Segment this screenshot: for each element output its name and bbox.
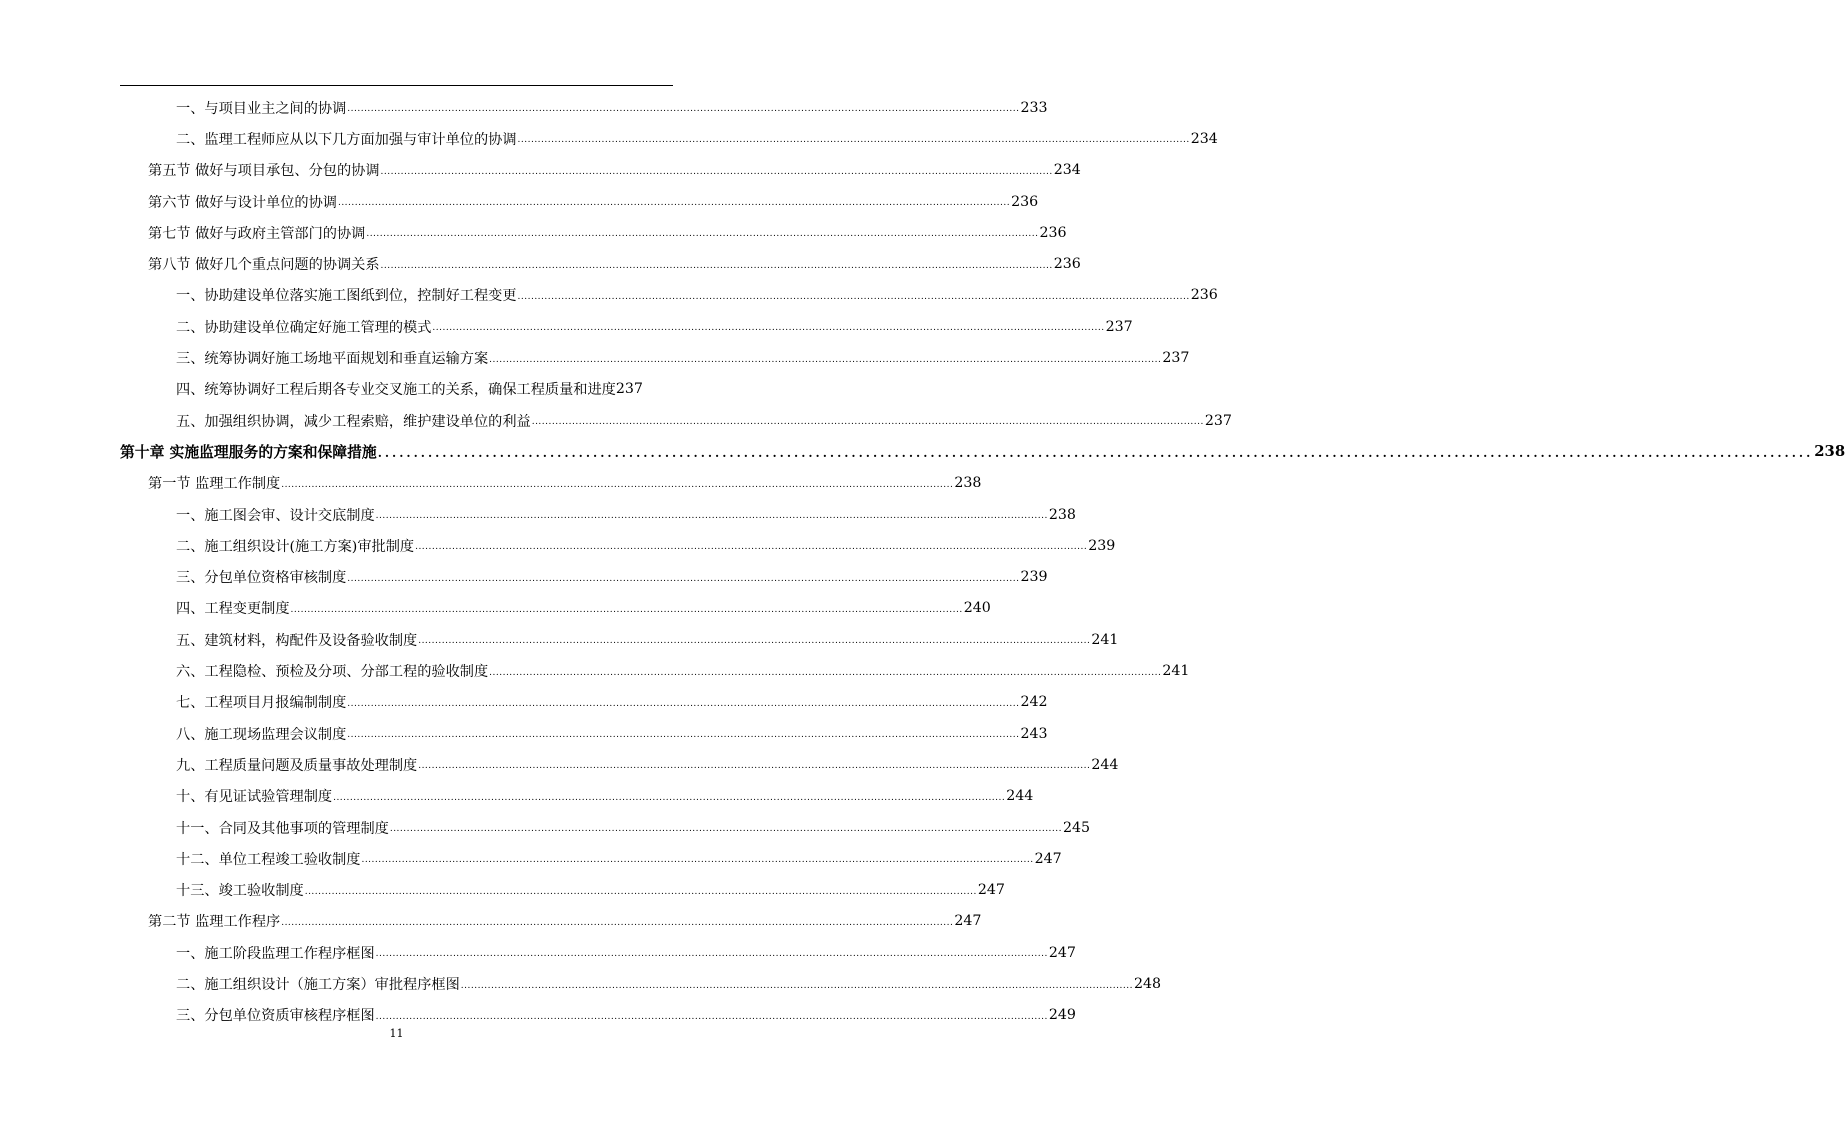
toc-entry-title: 二、施工组织设计（施工方案）审批程序框图 <box>176 977 460 994</box>
toc-entry-title: 三、分包单位资质审核程序框图 <box>176 1008 375 1025</box>
toc-dot-leader: ........................................................................................................................................................................................................ <box>489 667 1162 678</box>
toc-entry-title: 三、统筹协调好施工场地平面规划和垂直运输方案 <box>176 351 489 368</box>
toc-subsection-entry[interactable] <box>176 718 1048 749</box>
toc-entry-title: 十一、合同及其他事项的管理制度 <box>176 820 389 837</box>
toc-entry-page: 248 <box>1133 976 1162 993</box>
toc-dot-leader: ........................................................................................................................................................................................................ <box>418 636 1091 647</box>
toc-dot-leader: ........................................................................................................................................................................................................ <box>347 698 1020 709</box>
toc-entry-title: 八、施工现场监理会议制度 <box>176 726 347 743</box>
toc-subsection-entry[interactable] <box>176 123 1218 154</box>
toc-section-entry[interactable] <box>148 468 982 499</box>
toc-entry-page: 247 <box>954 913 982 930</box>
toc-subsection-entry[interactable] <box>176 499 1076 530</box>
toc-entry-title: 四、工程变更制度 <box>176 601 290 618</box>
toc-subsection-entry[interactable] <box>176 92 1048 123</box>
toc-entry-title: 四、统筹协调好工程后期各专业交叉施工的关系，确保工程质量和进度 <box>176 382 616 399</box>
toc-dot-leader: ........................................................................................................................................................................................................ <box>531 417 1204 428</box>
toc-entry-page: 244 <box>1006 788 1034 805</box>
toc-dot-leader: ........................................................................................................................................................................................................ <box>304 886 977 897</box>
toc-subsection-entry[interactable] <box>176 624 1119 655</box>
toc-entry-title: 七、工程项目月报编制制度 <box>176 695 347 712</box>
toc-dot-leader: ........................................................................................................................................................................................................ <box>489 354 1162 365</box>
toc-dot-leader: ........................................................................................................................................................................................................ <box>460 980 1133 991</box>
toc-entry-title: 一、施工阶段监理工作程序框图 <box>176 945 375 962</box>
toc-entry-page: 233 <box>1020 99 1048 116</box>
toc-entry-title: 二、协助建设单位确定好施工管理的模式 <box>176 319 432 336</box>
toc-entry-page: 234 <box>1053 162 1081 179</box>
toc-entry-page: 237 <box>1162 350 1190 367</box>
toc-subsection-entry[interactable] <box>176 374 672 405</box>
toc-entry-page: 245 <box>1063 819 1091 836</box>
toc-entry-page: 249 <box>1048 1007 1076 1024</box>
toc-dot-leader: ........................................................................................................................................................................................................ <box>375 1011 1048 1022</box>
toc-entry-page: 247 <box>1048 944 1076 961</box>
toc-dot-leader: ........................................................................................................................................................................................................ <box>389 824 1062 835</box>
page-number: 11 <box>389 1027 404 1040</box>
toc-dot-leader: ........................................................................................................................................................................................................ <box>347 730 1020 741</box>
toc-entry-title: 六、工程隐检、预检及分项、分部工程的验收制度 <box>176 664 489 681</box>
toc-dot-leader: ........................................................................................................................................................................................................ <box>281 917 954 928</box>
toc-entry-page: 238 <box>1814 443 1845 461</box>
toc-dot-leader: ........................................................................................................................................................................................................ <box>347 573 1020 584</box>
toc-dot-leader: ........................................................................................................................................................................................................ <box>337 198 1011 209</box>
toc-entry-title: 九、工程质量问题及质量事故处理制度 <box>176 757 418 774</box>
toc-entry-title: 第七节 做好与政府主管部门的协调 <box>148 225 366 242</box>
toc-section-entry[interactable] <box>148 249 1081 280</box>
toc-dot-leader: ........................................................................................................................................................................................................ <box>366 229 1039 240</box>
toc-entry-page: 236 <box>1190 287 1218 304</box>
header-rule <box>120 85 673 86</box>
toc-dot-leader: ........................................................................................................................................................................................................ <box>347 104 1020 115</box>
toc-section-entry[interactable] <box>148 186 1039 217</box>
toc-subsection-entry[interactable] <box>176 405 1232 436</box>
toc-dot-leader: ........................................................................................................................................................................................................ <box>361 855 1034 866</box>
toc-subsection-entry[interactable] <box>176 562 1048 593</box>
toc-entry-title: 第十章 实施监理服务的方案和保障措施 <box>120 444 377 462</box>
toc-section-entry[interactable] <box>148 906 982 937</box>
toc-entry-title: 二、监理工程师应从以下几方面加强与审计单位的协调 <box>176 131 517 148</box>
toc-entry-page: 237 <box>1204 412 1232 429</box>
toc-dot-leader: ........................................................................................................................................................................................................ <box>517 135 1190 146</box>
toc-dot-leader: ........................................................................................................................................................................................................ <box>375 949 1048 960</box>
toc-entry-title: 第二节 监理工作程序 <box>148 914 281 931</box>
toc-subsection-entry[interactable] <box>176 843 1062 874</box>
toc-dot-leader: ........................................................................................................................................................................................................ <box>380 166 1053 177</box>
toc-entry-page: 237 <box>615 381 643 398</box>
toc-entry-page: 243 <box>1020 725 1048 742</box>
toc-entry-page: 236 <box>1053 256 1081 273</box>
toc-entry-page: 247 <box>977 882 1005 899</box>
toc-subsection-entry[interactable] <box>176 530 1116 561</box>
toc-entry-title: 第八节 做好几个重点问题的协调关系 <box>148 257 380 274</box>
toc-entry-title: 第一节 监理工作制度 <box>148 476 281 493</box>
toc-subsection-entry[interactable] <box>176 875 1005 906</box>
toc-entry-page: 239 <box>1020 569 1048 586</box>
toc-subsection-entry[interactable] <box>176 968 1162 999</box>
toc-entry-title: 一、与项目业主之间的协调 <box>176 100 347 117</box>
toc-entry-title: 五、加强组织协调，减少工程索赔，维护建设单位的利益 <box>176 413 531 430</box>
toc-entry-title: 一、施工图会审、设计交底制度 <box>176 507 375 524</box>
toc-subsection-entry[interactable] <box>176 342 1190 373</box>
toc-entry-page: 238 <box>1048 506 1076 523</box>
toc-subsection-entry[interactable] <box>176 687 1048 718</box>
toc-subsection-entry[interactable] <box>176 593 991 624</box>
toc-entry-title: 一、协助建设单位落实施工图纸到位，控制好工程变更 <box>176 288 517 305</box>
toc-section-entry[interactable] <box>148 217 1067 248</box>
toc-entry-page: 241 <box>1162 663 1190 680</box>
toc-entry-page: 242 <box>1020 694 1048 711</box>
toc-dot-leader: ........................................................................................................................................................................................................ <box>377 446 1814 461</box>
toc-dot-leader: ........................................................................................................................................................................................................ <box>333 792 1006 803</box>
toc-entry-page: 234 <box>1190 130 1218 147</box>
toc-entry-title: 十二、单位工程竣工验收制度 <box>176 851 361 868</box>
toc-entry-page: 236 <box>1011 193 1039 210</box>
toc-entry-title: 三、分包单位资格审核制度 <box>176 570 347 587</box>
toc-dot-leader: ........................................................................................................................................................................................................ <box>375 511 1048 522</box>
toc-subsection-entry[interactable] <box>176 812 1091 843</box>
toc-dot-leader: ........................................................................................................................................................................................................ <box>517 291 1190 302</box>
toc-subsection-entry[interactable] <box>176 311 1133 342</box>
toc-dot-leader: ........................................................................................................................................................................................................ <box>380 260 1053 271</box>
toc-subsection-entry[interactable] <box>176 937 1076 968</box>
toc-entry-page: 236 <box>1039 224 1067 241</box>
toc-entry-page: 239 <box>1088 537 1116 554</box>
toc-entry-page: 241 <box>1091 631 1119 648</box>
toc-entry-page: 247 <box>1034 850 1062 867</box>
toc-entry-title: 第五节 做好与项目承包、分包的协调 <box>148 163 380 180</box>
toc-entry-title: 五、建筑材料，构配件及设备验收制度 <box>176 632 418 649</box>
toc-chapter-entry[interactable] <box>120 436 1845 467</box>
toc-dot-leader: ........................................................................................................................................................................................................ <box>415 542 1088 553</box>
toc-entry-title: 二、施工组织设计(施工方案)审批制度 <box>176 538 415 555</box>
toc-entry-page: 237 <box>1105 318 1133 335</box>
toc-dot-leader: ........................................................................................................................................................................................................ <box>290 604 963 615</box>
toc-subsection-entry[interactable] <box>176 280 1218 311</box>
toc-section-entry[interactable] <box>148 155 1081 186</box>
toc-entry-title: 十三、竣工验收制度 <box>176 883 304 900</box>
toc-dot-leader: ........................................................................................................................................................................................................ <box>432 323 1105 334</box>
toc-dot-leader: ........................................................................................................................................................................................................ <box>281 479 954 490</box>
toc-entry-page: 238 <box>954 475 982 492</box>
toc-subsection-entry[interactable] <box>176 749 1119 780</box>
toc-entry-page: 240 <box>963 600 991 617</box>
toc-dot-leader: ........................................................................................................................................................................................................ <box>418 761 1091 772</box>
toc-entry-title: 十、有见证试验管理制度 <box>176 789 333 806</box>
toc-entry-page: 244 <box>1091 756 1119 773</box>
toc-subsection-entry[interactable] <box>176 655 1190 686</box>
toc-subsection-entry[interactable] <box>176 781 1034 812</box>
toc-entry-title: 第六节 做好与设计单位的协调 <box>148 194 337 211</box>
